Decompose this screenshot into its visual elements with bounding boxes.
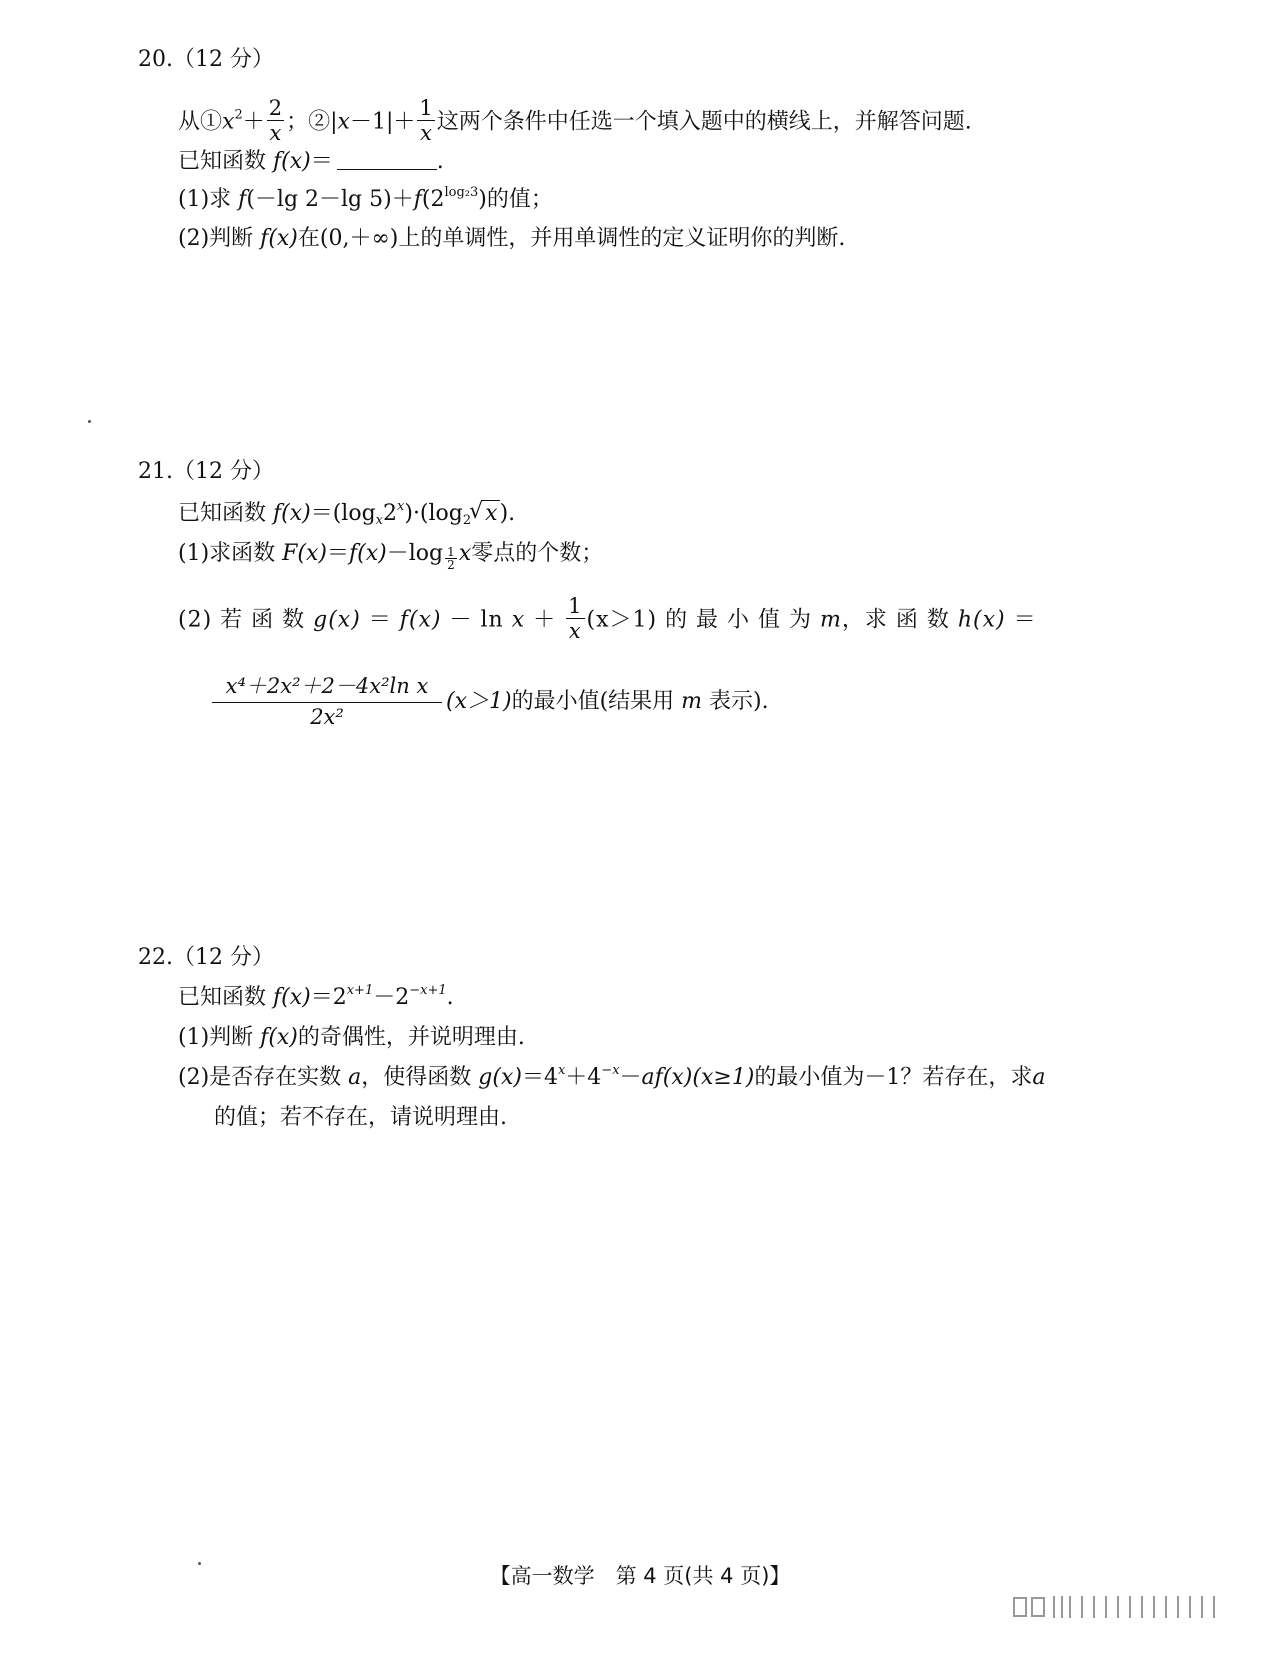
problem-21-function-line: 已知函数 $f(x)=(\log_x2^x)\cdot(\log_2√$ x). (178, 500, 515, 528)
problem-22-question-2: (2)是否存在实数 a，使得函数 $g(x)=4^x+4^{-x}-af(x)(x\ge 1)$的最小值为－1？若存在，求a (178, 1063, 1046, 1090)
fraction-one-half: 1 2 (447, 545, 455, 572)
problem-21-question-2: (2) 若 函 数 g(x) ＝ f(x) － ln x ＋ $\frac{1}{x}$ (x＞1) 的 最 小 值 为 m，求 函 数 h(x) ＝ (178, 594, 1037, 643)
problem-20-condition-line: 从$①x^2+$ $\frac{2}{x}$ ；②|x－1|＋ $\frac{1}{x}$ 这两个条件中任选一个填入题中的横线上，并解答问题. (178, 96, 972, 145)
scan-speck (88, 420, 91, 423)
fraction-1-over-x: $\frac{1}{x}$ (419, 96, 433, 145)
h-function-fraction: $\frac{\text{x⁴＋2x²＋2－4x²ln x}}{\text{2x²}}$ (212, 672, 442, 731)
problem-20-question-2: (2)判断 f(x)在(0,＋∞)上的单调性，并用单调性的定义证明你的判断. (178, 226, 846, 251)
problem-22-function-line: 已知函数 $f(x)=2^{x+1}-2^{-x+1}$. (178, 983, 454, 1010)
problem-20-question-1: (1)求 f(－lg 2－lg $5)+f(2^{log_23})$的值； (178, 185, 553, 212)
problem-21-question-1: (1)求函数 F(x)＝f(x)－log $_{\frac{1}{2}}$ x零点的个数； (178, 541, 604, 572)
fraction-2-over-x: $\frac{2}{x}$ (268, 96, 283, 145)
problem-22-question-1: (1)判断 f(x)的奇偶性，并说明理由. (178, 1025, 525, 1050)
problem-22-header: 22.（12 分） (138, 945, 274, 970)
answer-blank (337, 149, 437, 170)
problem-21-question-2-tail: (x＞1)的最小值(结果用 m 表示). (446, 689, 769, 714)
problem-20-function-line: 已知函数 f(x)＝ . (178, 149, 444, 174)
problem-22-question-2-continued: 的值；若不存在，请说明理由. (214, 1105, 507, 1130)
scanner-watermark-icon (1010, 1592, 1240, 1622)
page-footer: 【高一数学 第 4 页(共 4 页)】 (489, 1564, 791, 1588)
sqrt-symbol: √ x (471, 500, 499, 528)
problem-21-header: 21.（12 分） (138, 459, 274, 484)
scan-speck (198, 1562, 201, 1565)
problem-20-header: 20.（12 分） (138, 47, 274, 72)
fraction-1-over-x: $\frac{1}{x}$ (568, 594, 583, 643)
